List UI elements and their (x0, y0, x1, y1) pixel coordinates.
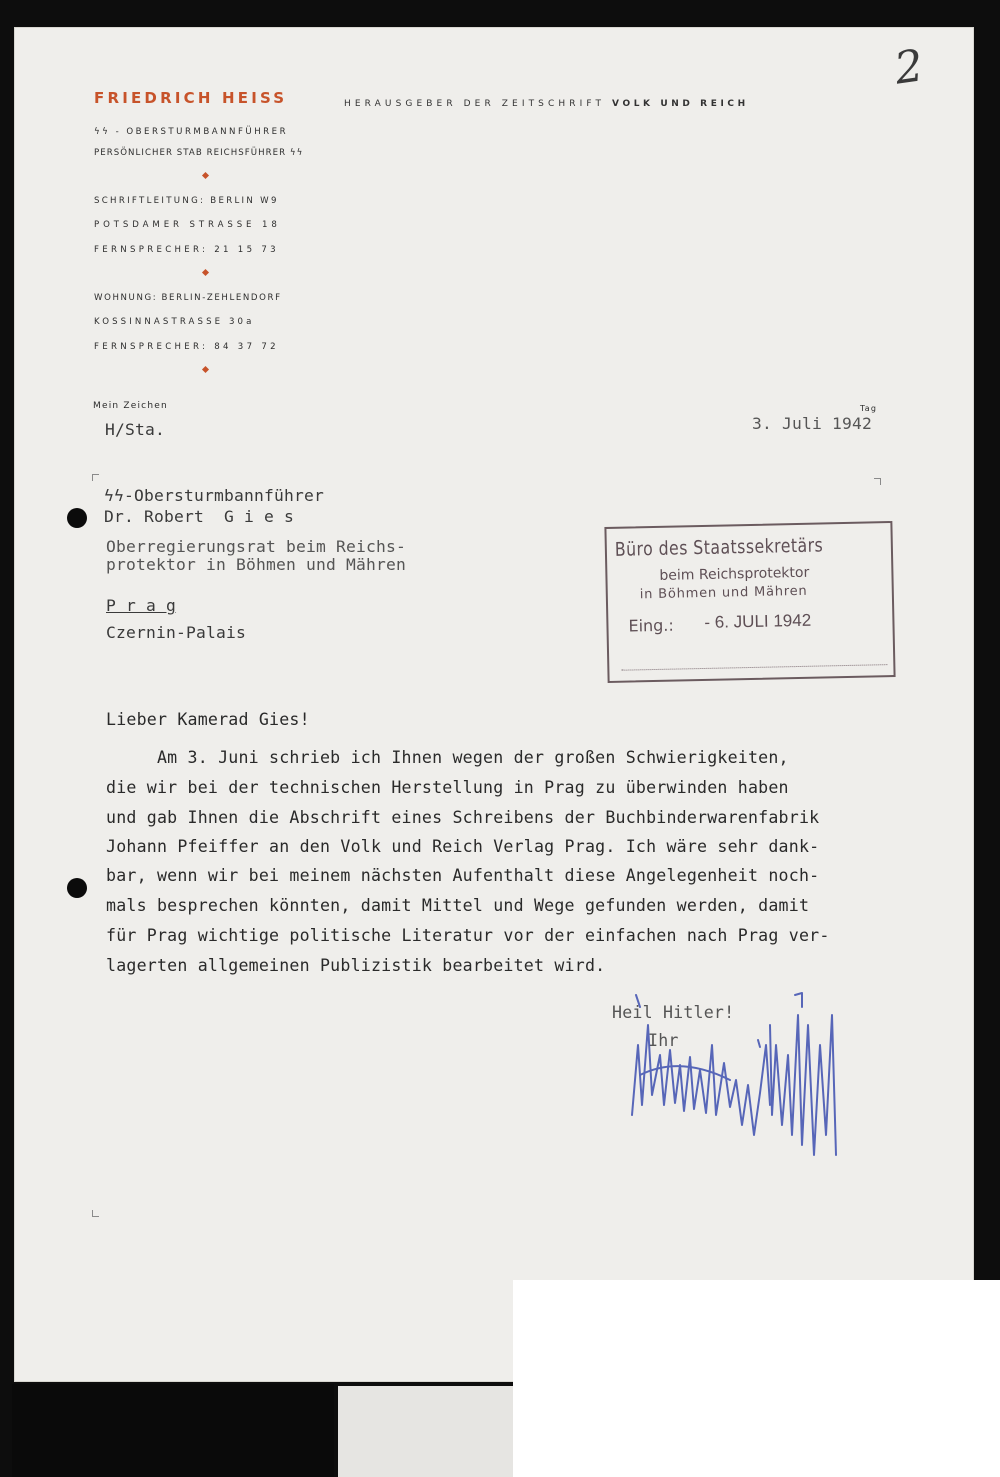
pencil-page-number: 2 (891, 40, 927, 95)
body-line: mals besprechen könnten, damit Mittel und Wege gefunden werden, damit (106, 896, 810, 915)
body-line: und gab Ihnen die Abschrift eines Schreibens der Buchbinderwarenfabrik (106, 808, 820, 827)
letterhead-name: FRIEDRICH HEISS (94, 89, 288, 107)
address-corner-mark (92, 474, 99, 481)
underlying-paper (338, 1386, 513, 1477)
stamp-received-label: Eing.: (628, 615, 674, 636)
closing-yours: Ihr (648, 1031, 679, 1050)
body-line: für Prag wichtige politische Literatur vor der einfachen nach Prag ver- (106, 926, 830, 945)
publisher-prefix: HERAUSGEBER DER ZEITSCHRIFT (344, 99, 606, 109)
stamp-line2: beim Reichsprotektor (659, 564, 810, 584)
background-dark-area (12, 1384, 334, 1477)
recipient-name: Dr. Robert G i e s (104, 507, 295, 526)
body-line: Johann Pfeiffer an den Volk und Reich Verlag Prag. Ich wäre sehr dank- (106, 837, 820, 856)
recipient-street: Czernin-Palais (106, 623, 247, 642)
letterhead-publisher (344, 99, 749, 109)
body-line: die wir bei der technischen Herstellung in Prag zu überwinden haben (106, 778, 789, 797)
recipient-rank: ϟϟ-Obersturmbannführer (104, 486, 325, 505)
letterhead-rank: ϟϟ - OBERSTURMBANNFÜHRER (94, 127, 289, 137)
stamp-dotted-line (621, 664, 887, 671)
letterhead-home-phone: FERNSPRECHER: 84 37 72 (94, 342, 279, 352)
punch-hole (67, 878, 87, 898)
body-line: lagerten allgemeinen Publizistik bearbeitet wird. (106, 956, 606, 975)
stamp-received-date: - 6. JULI 1942 (704, 610, 812, 632)
body-line: bar, wenn wir bei meinem nächsten Aufenthalt diese Angelegenheit noch- (106, 866, 820, 885)
stamp-line3: in Böhmen und Mähren (639, 583, 808, 603)
recipient-title-line1: Oberregierungsrat beim Reichs- (106, 537, 407, 556)
fold-corner-mark (92, 1210, 99, 1217)
salutation: Lieber Kamerad Gies! (106, 710, 310, 729)
closing-greeting: Heil Hitler! (612, 1003, 735, 1022)
letterhead-home-line1: WOHNUNG: BERLIN-ZEHLENDORF (94, 293, 282, 303)
letterhead-office-phone: FERNSPRECHER: 21 15 73 (94, 245, 279, 255)
reference-value: H/Sta. (105, 420, 166, 439)
letterhead-office-line2: POTSDAMER STRASSE 18 (94, 220, 281, 230)
body-line: Am 3. Juni schrieb ich Ihnen wegen der großen Schwierigkeiten, (106, 748, 789, 767)
date-value: 3. Juli 1942 (752, 414, 873, 433)
letterhead-office-line1: SCHRIFTLEITUNG: BERLIN W9 (94, 196, 279, 206)
handwritten-signature (620, 985, 860, 1175)
address-corner-mark (874, 478, 881, 485)
reference-label: Mein Zeichen (93, 401, 168, 411)
letterhead-home-line2: KOSSINNASTRASSE 30a (94, 317, 255, 327)
stamp-office: Büro des Staatssekretärs (614, 534, 824, 561)
received-stamp (604, 521, 895, 683)
recipient-title-line2: protektor in Böhmen und Mähren (106, 555, 407, 574)
recipient-city: P r a g (106, 596, 177, 615)
white-overlay-block (513, 1280, 1000, 1477)
date-label: Tag (860, 404, 878, 413)
punch-hole (67, 508, 87, 528)
publisher-title: VOLK UND REICH (612, 99, 749, 109)
letterhead-staff: PERSÖNLICHER STAB REICHSFÜHRER ϟϟ (94, 148, 304, 158)
letter-page (14, 27, 974, 1382)
